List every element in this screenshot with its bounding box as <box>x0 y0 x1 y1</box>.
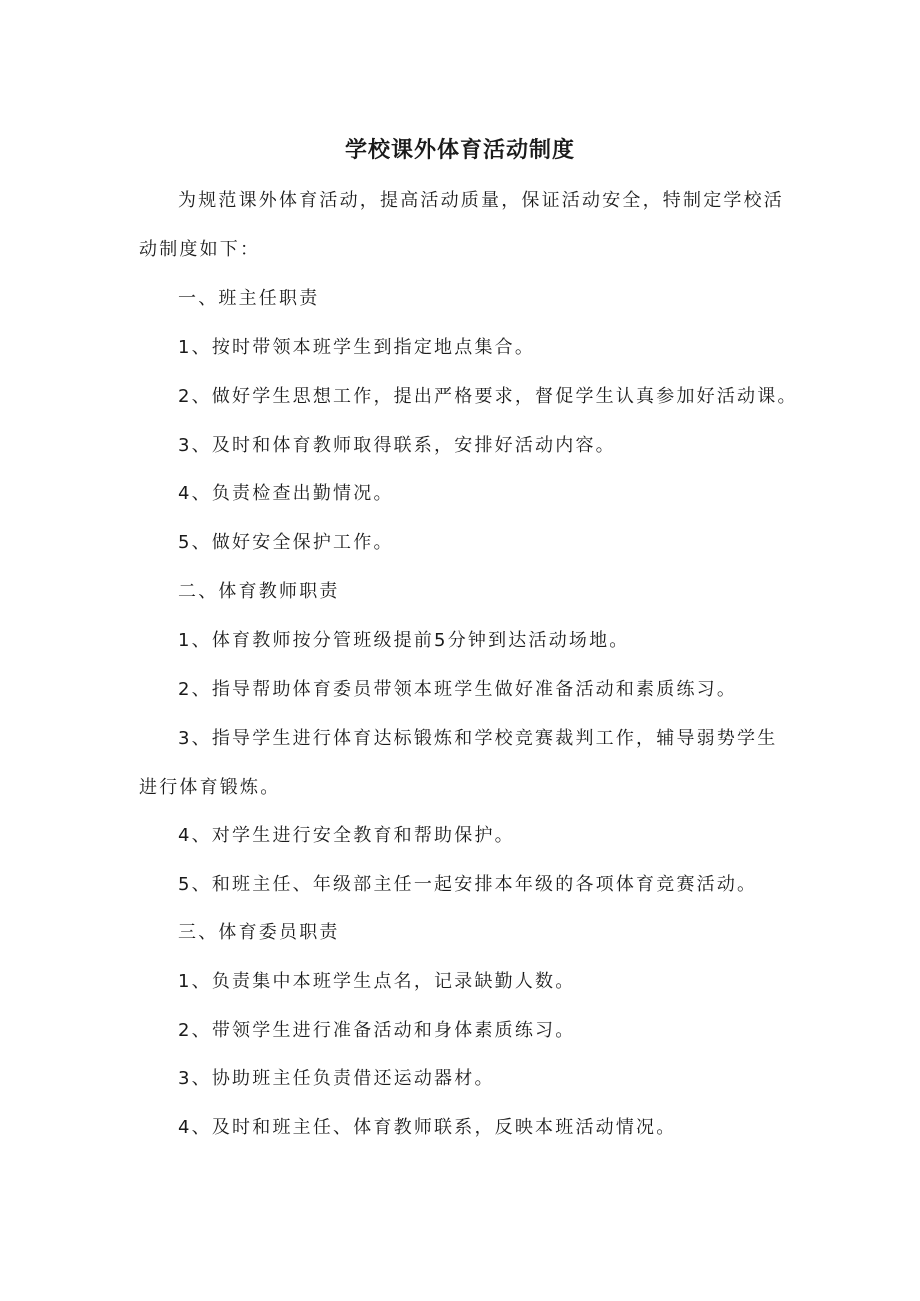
list-item: 4、对学生进行安全教育和帮助保护。 <box>178 825 515 846</box>
list-item: 4、负责检查出勤情况。 <box>178 483 394 504</box>
list-item: 1、体育教师按分管班级提前5分钟到达活动场地。 <box>178 630 630 651</box>
list-item: 3、协助班主任负责借还运动器材。 <box>178 1068 495 1089</box>
list-item: 4、及时和班主任、体育教师联系，反映本班活动情况。 <box>178 1117 677 1138</box>
section-heading-1: 一、班主任职责 <box>178 288 320 309</box>
list-item: 1、负责集中本班学生点名，记录缺勤人数。 <box>178 971 576 992</box>
list-item: 5、做好安全保护工作。 <box>178 532 394 553</box>
list-item: 1、按时带领本班学生到指定地点集合。 <box>178 337 536 358</box>
list-item: 5、和班主任、年级部主任一起安排本年级的各项体育竞赛活动。 <box>178 874 758 895</box>
document-title: 学校课外体育活动制度 <box>344 138 575 163</box>
list-item-continuation: 进行体育锻炼。 <box>139 777 281 798</box>
intro-line-2: 动制度如下： <box>139 239 261 260</box>
list-item: 2、做好学生思想工作，提出严格要求，督促学生认真参加好活动课。 <box>178 386 798 407</box>
list-item: 3、指导学生进行体育达标锻炼和学校竞赛裁判工作，辅导弱势学生 <box>178 728 778 749</box>
section-heading-2: 二、体育教师职责 <box>178 581 340 602</box>
intro-line-1: 为规范课外体育活动，提高活动质量，保证活动安全，特制定学校活 <box>178 190 784 211</box>
list-item: 2、带领学生进行准备活动和身体素质练习。 <box>178 1020 576 1041</box>
list-item: 2、指导帮助体育委员带领本班学生做好准备活动和素质练习。 <box>178 679 738 700</box>
list-item: 3、及时和体育教师取得联系，安排好活动内容。 <box>178 435 616 456</box>
section-heading-3: 三、体育委员职责 <box>178 922 340 943</box>
